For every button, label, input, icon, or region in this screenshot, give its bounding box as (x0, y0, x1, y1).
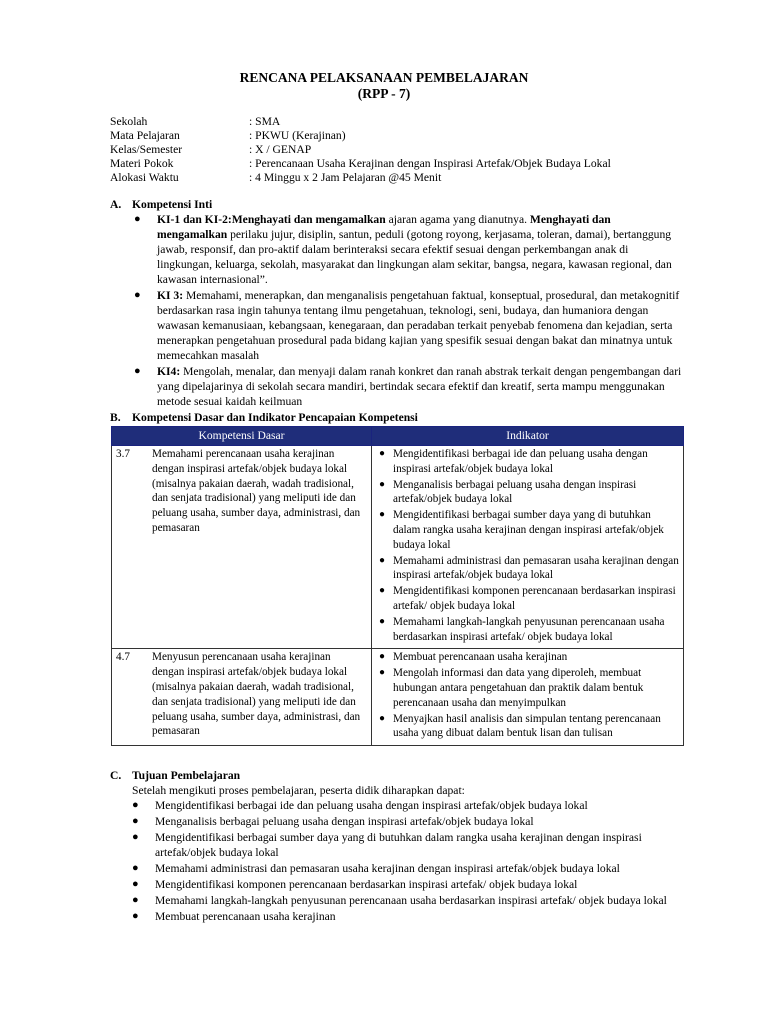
identity-label: Sekolah (110, 115, 148, 128)
identity-value: : PKWU (Kerajinan) (249, 129, 346, 142)
bullet-icon: ● (132, 799, 139, 811)
tujuan-list (132, 798, 684, 925)
section-title: Tujuan Pembelajaran (132, 769, 241, 782)
table-header-row (112, 427, 684, 446)
tujuan-text: Mengidentifikasi berbagai sumber daya yang di butuhkan dalam rangka usaha kerajinan dengan inspirasi artefak/objek budaya lokal (155, 831, 642, 859)
document-subtitle: (RPP - 7) (357, 86, 411, 101)
column-header: Kompetensi Dasar (112, 427, 372, 446)
item-bold-text: KI 3: (157, 289, 184, 302)
list-item (134, 212, 682, 287)
tujuan-text: Mengidentifikasi komponen perencanaan berdasarkan inspirasi artefak/ objek budaya lokal (155, 878, 578, 891)
list-item (376, 584, 679, 614)
bullet-icon: ● (379, 615, 386, 627)
kd-number: 4.7 (116, 651, 130, 664)
bullet-icon: ● (132, 815, 139, 827)
bullet-icon: ● (379, 509, 386, 521)
item-bold-text: KI4: (157, 365, 181, 378)
kd-number: 3.7 (116, 448, 130, 460)
bullet-icon: ● (134, 213, 141, 225)
list-item (132, 830, 684, 860)
bullet-icon: ● (379, 554, 386, 566)
bullet-icon: ● (134, 365, 141, 377)
kd-text: Memahami perencanaan usaha kerajinan dengan inspirasi artefak/objek budaya lokal (misalnya pakaian daerah, wadah tradisional, dan senjata tradisional) yang meliputi ide dan peluang usaha, sumber daya, administrasi, dan pemasaran (152, 448, 361, 534)
bullet-icon: ● (132, 910, 139, 922)
section-title: Kompetensi Dasar dan Indikator Pencapaian Kompetensi (132, 411, 418, 424)
indikator-text: Mengidentifikasi berbagai sumber daya yang di butuhkan dalam rangka usaha kerajinan dengan inspirasi artefak/objek budaya lokal (393, 509, 664, 551)
section-letter: A. (110, 198, 122, 211)
list-item (134, 288, 682, 363)
bullet-icon: ● (132, 894, 139, 906)
bullet-icon: ● (132, 831, 139, 843)
item-bold-text: Menghayati dan mengamalkan (157, 213, 611, 241)
indikator-text: Memahami langkah-langkah penyusunan perencanaan usaha berdasarkan inspirasi artefak/ objek budaya lokal (393, 615, 665, 643)
identity-value: : X / GENAP (249, 143, 312, 156)
list-item (376, 666, 679, 710)
tujuan-text: Membuat perencanaan usaha kerajinan (155, 910, 336, 923)
identity-label: Kelas/Semester (110, 143, 183, 156)
list-item (132, 814, 684, 829)
list-item (376, 478, 679, 508)
bullet-icon: ● (379, 478, 386, 490)
indikator-text: Membuat perencanaan usaha kerajinan (393, 651, 568, 664)
indikator-list (376, 650, 679, 741)
indikator-text: Mengidentifikasi berbagai ide dan peluang usaha dengan inspirasi artefak/objek budaya lokal (393, 448, 648, 475)
kompetensi-table (111, 426, 684, 746)
tujuan-text: Memahami administrasi dan pemasaran usaha kerajinan dengan inspirasi artefak/objek budaya lokal (155, 862, 620, 875)
indikator-text: Memahami administrasi dan pemasaran usaha kerajinan dengan inspirasi artefak/objek budaya lokal (393, 554, 679, 582)
list-item (376, 712, 679, 742)
item-text: Mengolah, menalar, dan menyaji dalam ranah konkret dan ranah abstrak terkait dengan pengembangan dari yang dipelajarinya di sekolah secara mandiri, bertindak secara efektif dan kreatif, serta mampu menggunakan metode sesuai kaidah keilmuan (157, 365, 682, 408)
tujuan-text: Mengidentifikasi berbagai ide dan peluang usaha dengan inspirasi artefak/objek budaya lokal (155, 799, 588, 812)
section-letter: B. (110, 411, 121, 424)
bullet-icon: ● (134, 289, 141, 301)
kd-cell (112, 649, 372, 746)
bullet-icon: ● (132, 862, 139, 874)
indikator-text: Mengolah informasi dan data yang diperoleh, membuat hubungan antara pengetahuan dan praktik dalam bentuk perencanaan usaha dan menyimpulkan (393, 667, 644, 709)
list-item (132, 877, 684, 892)
table-row (112, 649, 684, 746)
indikator-cell (372, 446, 684, 649)
identity-label: Alokasi Waktu (110, 171, 179, 184)
list-item (134, 364, 682, 409)
list-item (376, 554, 679, 584)
kd-cell (112, 446, 372, 649)
list-item (376, 508, 679, 552)
table-row (112, 446, 684, 649)
bullet-icon: ● (379, 651, 386, 663)
list-item (376, 447, 679, 477)
indikator-text: Menyajkan hasil analisis dan simpulan tentang perencanaan usaha yang dibuat dalam bentuk lisan dan tulisan (393, 712, 661, 740)
list-item (376, 615, 679, 645)
kd-text: Menyusun perencanaan usaha kerajinan dengan inspirasi artefak/objek budaya lokal (misalnya pakaian daerah, wadah tradisional, dan senjata tradisional) yang meliputi ide dan peluang usaha, sumber daya, administrasi, dan pemasaran (152, 651, 361, 738)
item-text: perilaku jujur, disiplin, santun, peduli (gotong royong, kerjasama, toleran, damai), bertanggung jawab, responsif, dan pro-aktif dalam berinteraksi secara efektif sesuai dengan perkembangan anak di lingkungan, keluarga, sekolah, masyarakat dan lingkungan alam sekitar, bangsa, negara, kawasan regional, dan kawasan internasional”. (157, 228, 672, 286)
item-text: Memahami, menerapkan, dan menganalisis pengetahuan faktual, konseptual, prosedural, dan metakognitif berdasarkan rasa ingin tahunya tentang ilmu pengetahuan, teknologi, seni, budaya, dan humaniora dengan wawasan kemanusiaan, kebangsaan, kenegaraan, dan peradaban terkait penyebab fenomena dan kejadian, serta menerapkan pengetahuan prosedural pada bidang kajian yang spesifik sesuai dengan bakat dan minatnya untuk memecahkan masalah (157, 289, 680, 362)
column-header: Indikator (372, 427, 684, 446)
list-item (132, 893, 684, 908)
document-title: RENCANA PELAKSANAAN PEMBELAJARAN (239, 70, 529, 85)
indikator-list (376, 447, 679, 644)
bullet-icon: ● (379, 712, 386, 724)
identity-value: : SMA (249, 115, 281, 128)
section-c-intro: Setelah mengikuti proses pembelajaran, peserta didik diharapkan dapat: (132, 784, 465, 797)
tujuan-text: Menganalisis berbagai peluang usaha dengan inspirasi artefak/objek budaya lokal (155, 815, 534, 828)
section-title: Kompetensi Inti (132, 198, 213, 211)
list-item (132, 798, 684, 813)
tujuan-text: Memahami langkah-langkah penyusunan perencanaan usaha berdasarkan inspirasi artefak/ objek budaya lokal (155, 894, 667, 907)
bullet-icon: ● (379, 667, 386, 679)
indikator-text: Mengidentifikasi komponen perencanaan berdasarkan inspirasi artefak/ objek budaya lokal (393, 585, 676, 612)
identity-value: : Perencanaan Usaha Kerajinan dengan Inspirasi Artefak/Objek Budaya Lokal (249, 157, 611, 170)
bullet-icon: ● (379, 585, 386, 597)
item-bold-text: KI-1 dan KI-2:Menghayati dan mengamalkan (157, 213, 386, 226)
bullet-icon: ● (379, 448, 386, 459)
identity-value: : 4 Minggu x 2 Jam Pelajaran @45 Menit (249, 171, 442, 184)
indikator-cell (372, 649, 684, 746)
list-item (132, 861, 684, 876)
section-letter: C. (110, 769, 122, 782)
indikator-text: Menganalisis berbagai peluang usaha dengan inspirasi artefak/objek budaya lokal (393, 478, 637, 506)
identity-label: Mata Pelajaran (110, 129, 180, 142)
list-item (376, 650, 679, 665)
identity-label: Materi Pokok (110, 157, 174, 170)
list-item (132, 909, 684, 924)
kompetensi-inti-list (134, 212, 682, 410)
item-text: ajaran agama yang dianutnya. (385, 213, 530, 226)
bullet-icon: ● (132, 878, 139, 890)
